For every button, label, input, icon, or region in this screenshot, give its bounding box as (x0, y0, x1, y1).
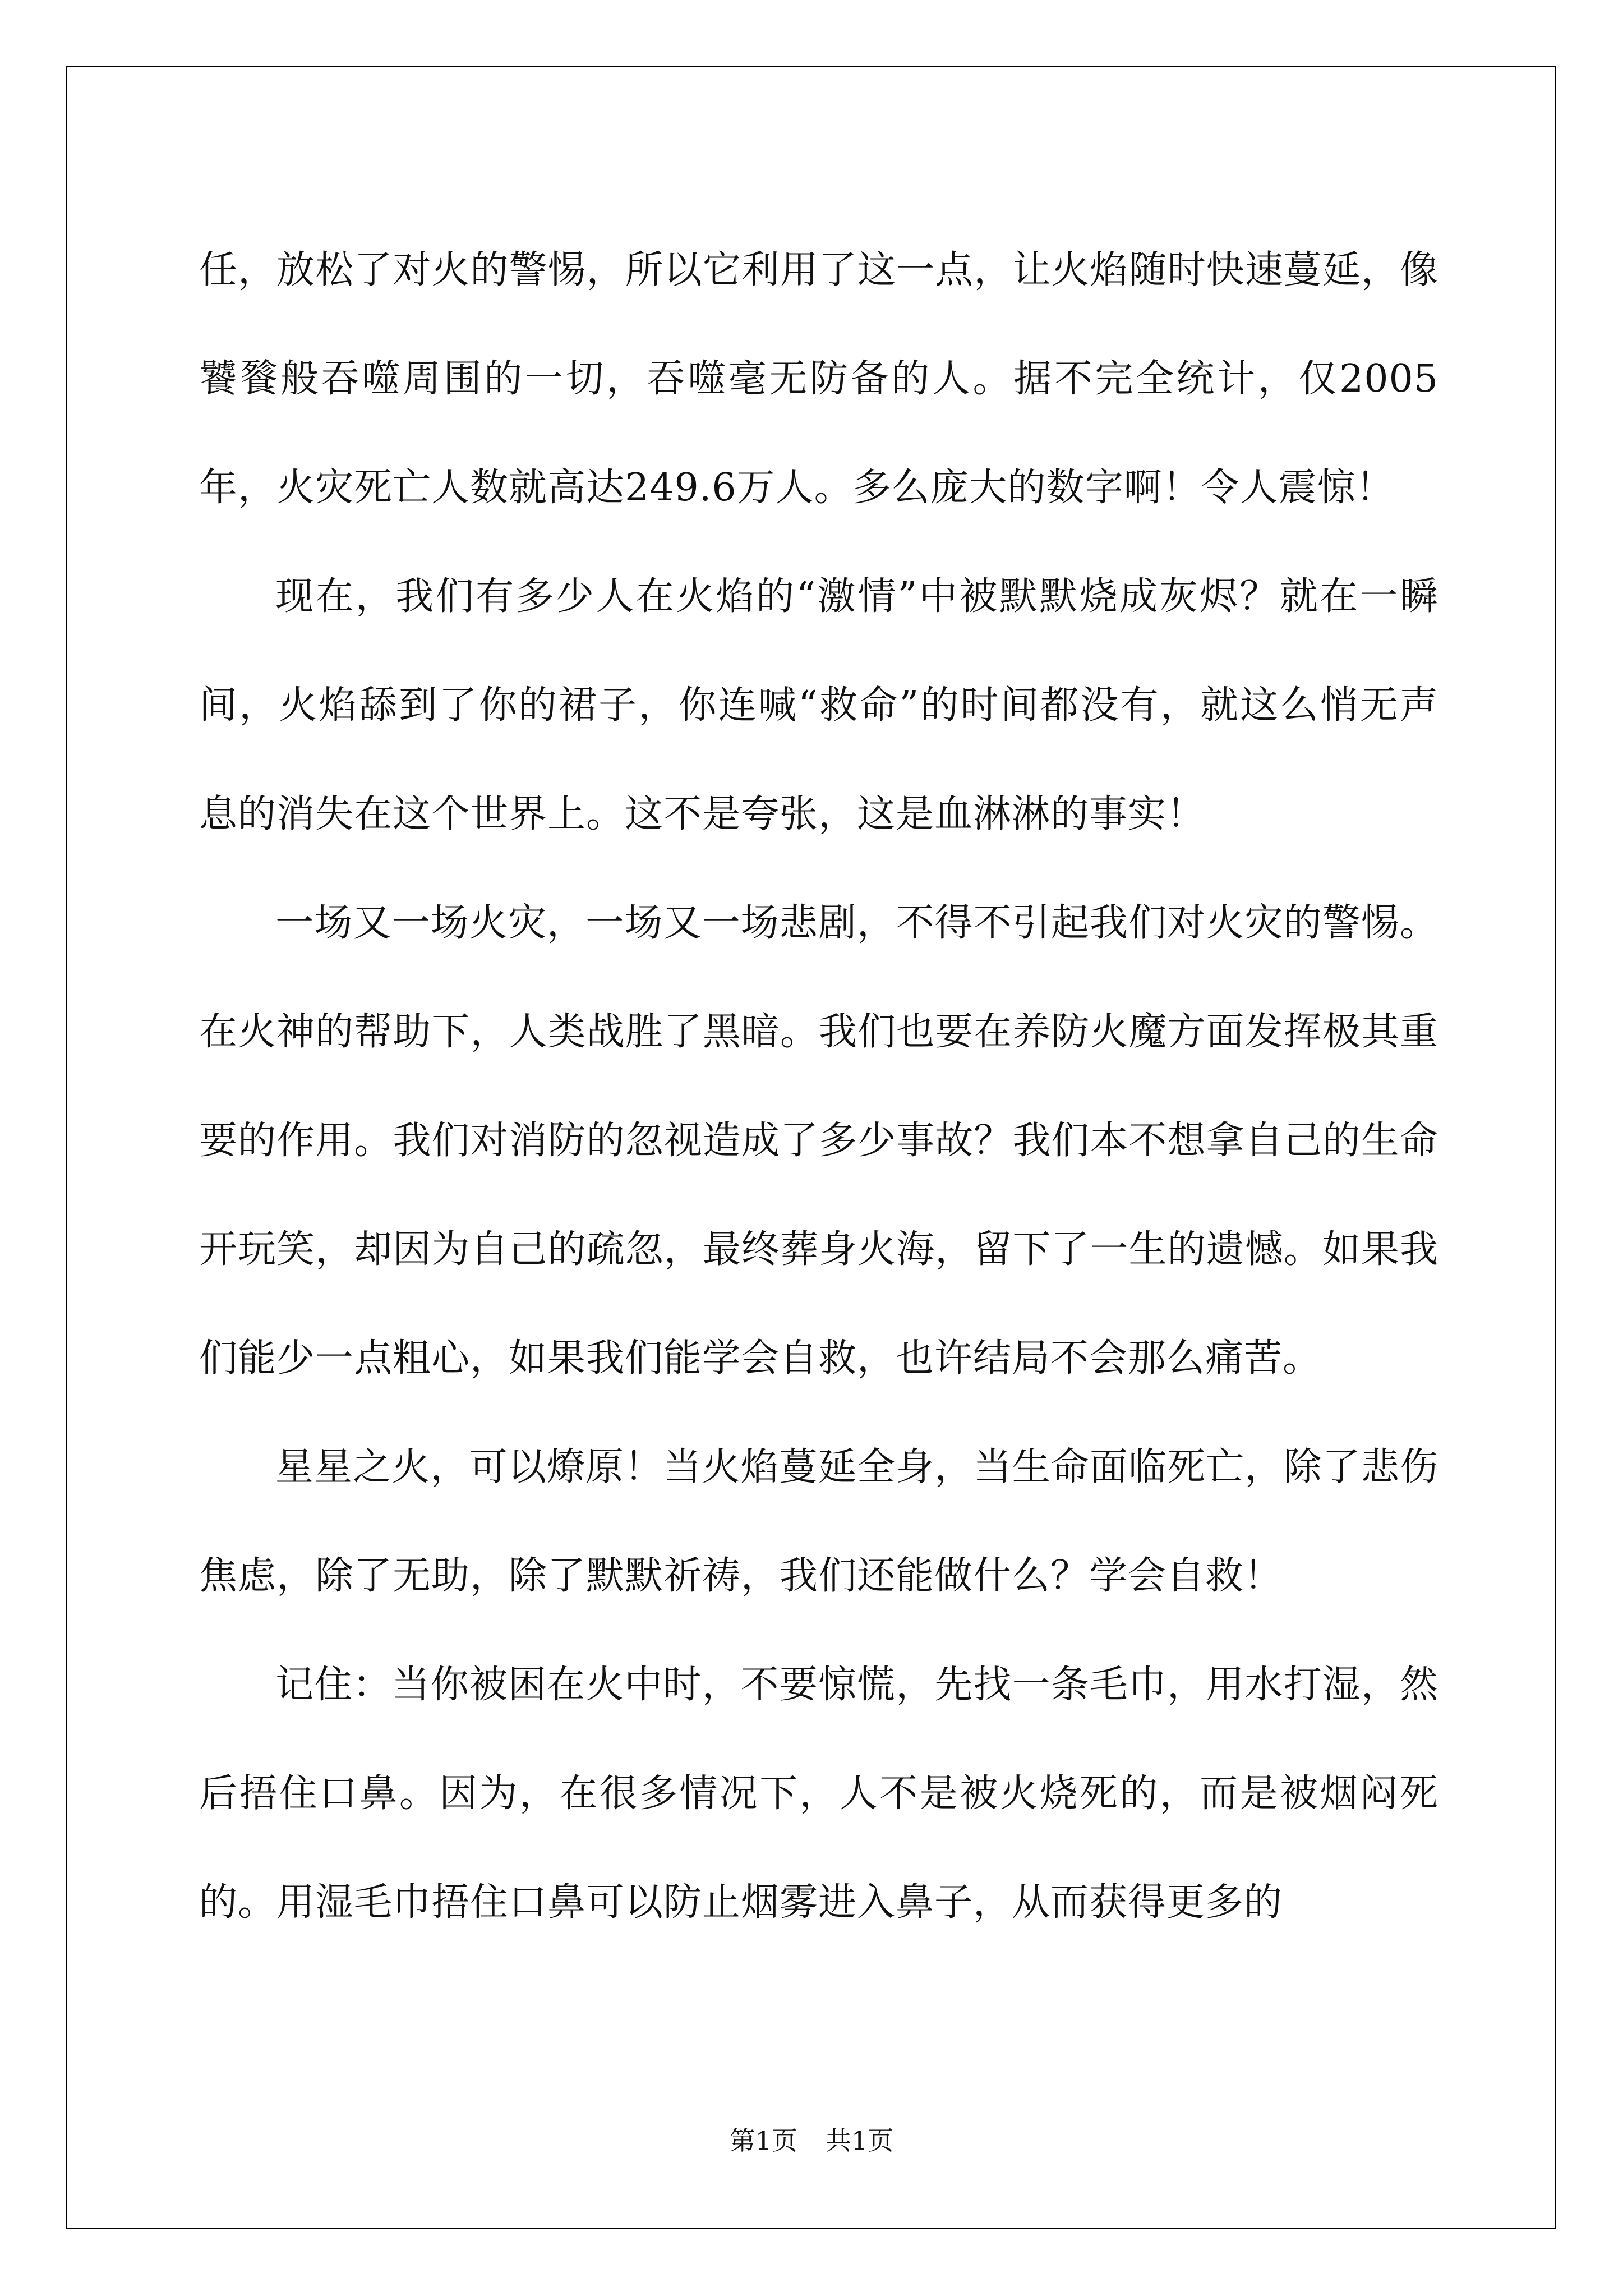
page-footer (0, 2120, 1623, 2157)
paragraph-1: 任，放松了对火的警惕，所以它利用了这一点，让火焰随时快速蔓延，像饕餮般吞噬周围的一切，吞噬毫无防备的人。据不完全统计，仅2005年，火灾死亡人数就高达249.6万人。多么庞大的数字啊！令人震惊！ (199, 248, 1438, 510)
document-body (199, 216, 1438, 1957)
paragraph-2: 现在，我们有多少人在火焰的“激情”中被默默烧成灰烬？就在一瞬间，火焰舔到了你的裙子，你连喊“救命”的时间都没有，就这么悄无声息的消失在这个世界上。这不是夸张，这是血淋淋的事实！ (199, 574, 1438, 836)
page-total: 共1页 (826, 2125, 894, 2156)
paragraph-3: 一场又一场火灾，一场又一场悲剧，不得不引起我们对火灾的警惕。在火神的帮助下，人类战胜了黑暗。我们也要在养防火魔方面发挥极其重要的作用。我们对消防的忽视造成了多少事故？我们本不想拿自己的生命开玩笑，却因为自己的疏忽，最终葬身火海，留下了一生的遗憾。如果我们能少一点粗心，如果我们能学会自救，也许结局不会那么痛苦。 (199, 901, 1438, 1381)
paragraph-5: 记住：当你被困在火中时，不要惊慌，先找一条毛巾，用水打湿，然后捂住口鼻。因为，在很多情况下，人不是被火烧死的，而是被烟闷死的。用湿毛巾捂住口鼻可以防止烟雾进入鼻子，从而获得更多的 (199, 1663, 1438, 1925)
page-number: 第1页 (729, 2125, 797, 2156)
paragraph-4: 星星之火，可以燎原！当火焰蔓延全身，当生命面临死亡，除了悲伤焦虑，除了无助，除了默默祈祷，我们还能做什么？学会自救！ (199, 1445, 1438, 1598)
